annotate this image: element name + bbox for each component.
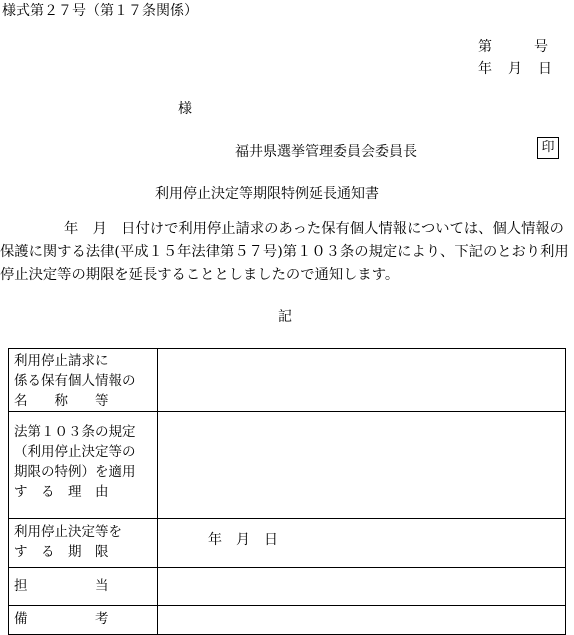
deadline-date: 年 月 日: [208, 532, 278, 548]
label-line: 利用停止請求に: [14, 353, 109, 369]
seal-mark: 印: [537, 137, 559, 159]
value-cell[interactable]: [158, 606, 566, 635]
date-year: 年: [478, 61, 492, 77]
value-cell[interactable]: [158, 349, 566, 412]
label-cell: [9, 519, 158, 568]
table-row: [9, 519, 566, 568]
table-row: [9, 412, 566, 519]
label-cell: [9, 412, 158, 519]
label-line: 法第１０３条の規定: [14, 424, 136, 440]
label-cell: [9, 568, 158, 606]
value-cell[interactable]: [158, 568, 566, 606]
label-line: 期限の特例）を適用: [14, 464, 136, 480]
document-title: 利用停止決定等期限特例延長通知書: [155, 186, 379, 202]
date-month: 月: [508, 61, 522, 77]
label-line: す る 理 由: [14, 484, 109, 500]
doc-no-suffix: 号: [534, 39, 548, 55]
label-line: す る 期 限: [14, 544, 109, 560]
table-row: [9, 606, 566, 635]
table-row: [9, 568, 566, 606]
document-date: [478, 58, 552, 78]
label-line: 利用停止決定等を: [14, 524, 122, 540]
addressee: 様: [178, 101, 192, 117]
ki-heading: 記: [278, 309, 292, 325]
label-line: 備 考: [14, 611, 109, 627]
info-table: [8, 348, 566, 635]
label-line: 名 称 等: [14, 393, 109, 409]
body-paragraph: [0, 218, 574, 287]
form-number: 様式第２７号（第１７条関係）: [2, 3, 198, 19]
doc-no-prefix: 第: [478, 39, 492, 55]
label-line: 係る保有個人情報の: [14, 373, 136, 389]
table-row: [9, 349, 566, 412]
value-cell[interactable]: [158, 519, 566, 568]
label-cell: [9, 349, 158, 412]
sender-name: 福井県選挙管理委員会委員長: [235, 144, 417, 160]
value-cell[interactable]: [158, 412, 566, 519]
date-day: 日: [538, 61, 552, 77]
label-line: （利用停止決定等の: [14, 444, 136, 460]
label-cell: [9, 606, 158, 635]
body-text: 年 月 日付けで利用停止請求のあった保有個人情報については、個人情報の保護に関する法律(平成１５年法律第５７号)第１０３条の規定により、下記のとおり利用停止決定等の期限を延長することとしましたので通知します。: [0, 221, 569, 283]
label-line: 担 当: [14, 578, 109, 594]
document-number: [478, 36, 548, 56]
